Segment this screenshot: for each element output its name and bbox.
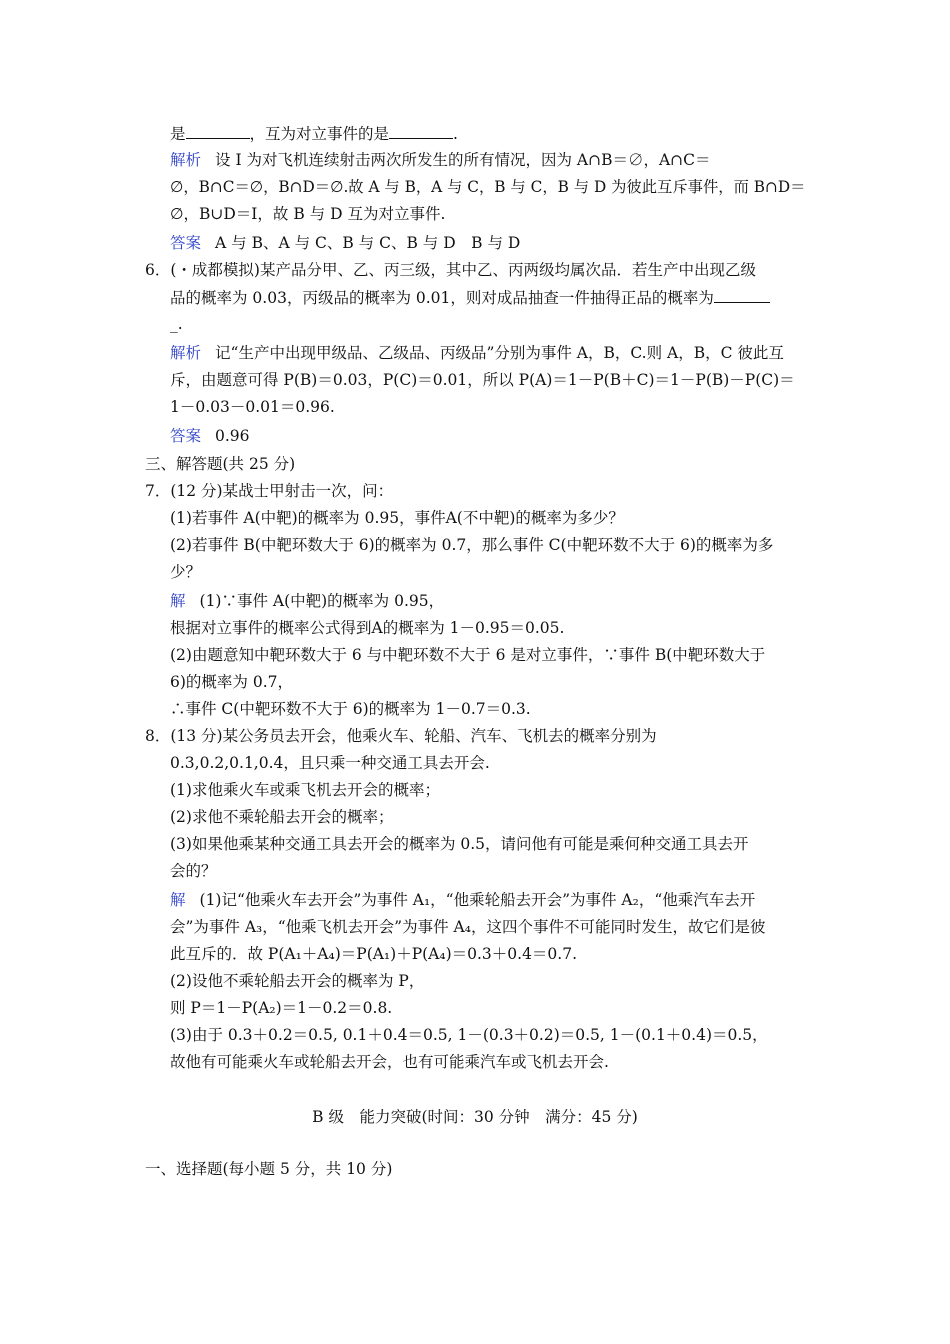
text-line bbox=[170, 232, 520, 254]
text-line bbox=[170, 671, 293, 693]
text-run: 设 I 为对飞机连续射击两次所发生的所有情况，因为 A∩B＝∅，A∩C＝ bbox=[215, 151, 711, 169]
text-line bbox=[170, 534, 773, 556]
text-run: 少？ bbox=[170, 563, 202, 581]
section-label: 答案 bbox=[170, 427, 202, 445]
text-line bbox=[170, 590, 444, 612]
text-run: ∴事件 C(中靶环数不大于 6)的概率为 1－0.7＝0.3. bbox=[170, 700, 531, 718]
text-line bbox=[170, 176, 805, 198]
fill-in-blank bbox=[714, 286, 770, 303]
text-run: 根据对立事件的概率公式得到A的概率为 1－0.95＝0.05. bbox=[170, 619, 565, 637]
text-line bbox=[145, 1158, 392, 1180]
text-line bbox=[170, 997, 392, 1019]
text-run: 品的概率为 0.03，丙级品的概率为 0.01，则对成品抽查一件抽得正品的概率为 bbox=[170, 289, 714, 307]
text-line bbox=[170, 833, 749, 855]
text-line bbox=[170, 1051, 609, 1073]
text-line bbox=[170, 644, 765, 666]
section-label: 答案 bbox=[170, 234, 202, 252]
text-line bbox=[170, 806, 393, 828]
text-run: ∅，B∪D＝I，故 B 与 D 互为对立事件. bbox=[170, 205, 446, 223]
text-run: (1)记“他乘火车去开会”为事件 A₁，“他乘轮船去开会”为事件 A₂，“他乘汽车去开 bbox=[199, 891, 756, 909]
text-run: 7．(12 分)某战士甲射击一次，问： bbox=[145, 482, 394, 500]
fill-in-blank bbox=[389, 122, 453, 139]
text-line bbox=[170, 698, 531, 720]
text-run: (3)由于 0.3＋0.2＝0.5, 0.1＋0.4＝0.5, 1－(0.3＋0.2)＝0.5, 1－(0.1＋0.4)＝0.5， bbox=[170, 1026, 768, 1044]
text-run: (1)求他乘火车或乘飞机去开会的概率； bbox=[170, 781, 440, 799]
text-run: 会的？ bbox=[170, 862, 217, 880]
text-run: 一、选择题(每小题 5 分，共 10 分) bbox=[145, 1160, 393, 1178]
text-line bbox=[170, 122, 458, 145]
text-run: 0.96 bbox=[215, 427, 250, 445]
text-run: 1－0.03－0.01＝0.96. bbox=[170, 398, 335, 416]
text-run: 此互斥的．故 P(A₁＋A₄)＝P(A₁)＋P(A₄)＝0.3＋0.4＝0.7. bbox=[170, 945, 578, 963]
text-line bbox=[170, 561, 201, 583]
text-line bbox=[170, 203, 445, 225]
text-run: . bbox=[453, 125, 458, 143]
text-run: 是 bbox=[170, 125, 186, 143]
section-label: 解析 bbox=[170, 344, 202, 362]
text-run: (2)由题意知中靶环数大于 6 与中靶环数不大于 6 是对立事件，∵事件 B(中靶环数大于 bbox=[170, 646, 766, 664]
text-run: ，互为对立事件的是 bbox=[249, 125, 390, 143]
text-run: (1)∵事件 A(中靶)的概率为 0.95， bbox=[199, 592, 445, 610]
text-run: _. bbox=[170, 315, 183, 333]
section-label: 解 bbox=[170, 891, 186, 909]
text-run: (1)若事件 A(中靶)的概率为 0.95，事件A(不中靶)的概率为多少？ bbox=[170, 509, 624, 527]
text-run: 故他有可能乘火车或轮船去开会，也有可能乘汽车或飞机去开会. bbox=[170, 1053, 609, 1071]
text-run: (3)如果他乘某种交通工具去开会的概率为 0.5，请问他有可能是乘何种交通工具去开 bbox=[170, 835, 749, 853]
section-label: 解 bbox=[170, 592, 186, 610]
text-run: 6．(・成都模拟)某产品分甲、乙、丙三级，其中乙、丙两级均属次品．若生产中出现乙级 bbox=[145, 261, 756, 279]
text-run: 8．(13 分)某公务员去开会，他乘火车、轮船、汽车、飞机去的概率分别为 bbox=[145, 727, 657, 745]
text-line bbox=[170, 396, 335, 418]
text-line bbox=[145, 480, 393, 502]
text-run: A 与 B、A 与 C、B 与 C、B 与 D B 与 D bbox=[215, 234, 521, 252]
section-label: 解析 bbox=[170, 151, 202, 169]
text-line bbox=[170, 507, 624, 529]
text-line bbox=[170, 1024, 768, 1046]
text-line bbox=[170, 425, 250, 447]
fill-in-blank bbox=[186, 122, 250, 139]
text-run: 0.3,0.2,0.1,0.4，且只乘一种交通工具去开会. bbox=[170, 754, 490, 772]
text-line bbox=[145, 453, 295, 475]
text-line bbox=[170, 617, 564, 639]
text-run: 6)的概率为 0.7， bbox=[170, 673, 293, 691]
text-run: 斥，由题意可得 P(B)＝0.03，P(C)＝0.01，所以 P(A)＝1－P(B＋C)＝1－P(B)－P(C)＝ bbox=[170, 371, 795, 389]
text-line bbox=[170, 889, 755, 911]
text-line bbox=[170, 149, 711, 171]
text-line bbox=[170, 860, 217, 882]
text-line bbox=[0, 1106, 950, 1128]
text-line bbox=[170, 970, 424, 992]
text-run: (2)求他不乘轮船去开会的概率； bbox=[170, 808, 394, 826]
text-line bbox=[145, 725, 657, 747]
text-run: 会”为事件 A₃，“他乘飞机去开会”为事件 A₄，这四个事件不可能同时发生，故它们是彼 bbox=[170, 918, 766, 936]
text-run: 三、解答题(共 25 分) bbox=[145, 455, 296, 473]
text-run: 记“生产中出现甲级品、乙级品、丙级品”分别为事件 A，B，C.则 A，B，C 彼此互 bbox=[215, 344, 784, 362]
text-line bbox=[170, 943, 577, 965]
text-line bbox=[170, 752, 490, 774]
text-line bbox=[170, 342, 784, 364]
text-line bbox=[170, 779, 440, 801]
text-run: ∅，B∩C＝∅，B∩D＝∅.故 A 与 B，A 与 C，B 与 C，B 与 D 为彼此互斥事件，而 B∩D＝ bbox=[170, 178, 806, 196]
text-line bbox=[170, 313, 183, 335]
text-run: B 级 能力突破(时间：30 分钟 满分：45 分) bbox=[312, 1108, 638, 1126]
text-line bbox=[170, 369, 795, 391]
text-line bbox=[170, 916, 765, 938]
text-line bbox=[145, 259, 756, 281]
text-run: (2)若事件 B(中靶环数大于 6)的概率为 0.7，那么事件 C(中靶环数不大于 6)的概率为多 bbox=[170, 536, 774, 554]
text-run: (2)设他不乘轮船去开会的概率为 P， bbox=[170, 972, 425, 990]
text-line bbox=[170, 286, 770, 309]
text-run: 则 P＝1－P(A₂)＝1－0.2＝0.8. bbox=[170, 999, 393, 1017]
